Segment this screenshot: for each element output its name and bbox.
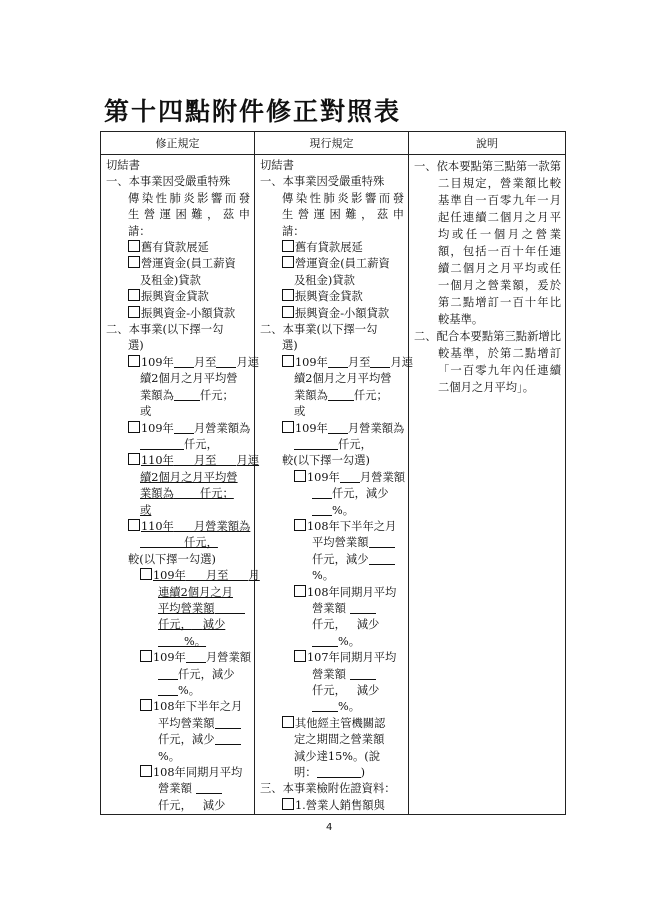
checkbox-icon[interactable] [294,585,306,597]
comparison-table [100,131,566,815]
current-b2-4: %。 [312,569,335,583]
current-a1-2: 續2個月之月平均營 [294,372,392,386]
current-other: 其他經主管機關認 [260,716,404,732]
revised-a2: 109年 月營業額為 [106,421,250,437]
current-s1-3: 生營運困難，茲申 [282,208,404,222]
revised-option-3: 振興資金貸款 [106,289,250,305]
revised-s1: 一、本事業因受嚴重特殊 [106,175,231,189]
current-b3-3: 仟元， 減少 [312,618,380,632]
checkbox-icon[interactable] [128,421,140,433]
checkbox-icon[interactable] [282,716,294,728]
revised-s1-3: 生營運困難，茲申 [128,208,250,222]
current-option-1: 舊有貸款展延 [260,240,404,256]
revised-b1-5: %。 [106,634,250,650]
page-title: 第十四點附件修正對照表 [104,97,402,126]
current-b2-2: 平均營業額 [260,535,404,551]
checkbox-icon[interactable] [128,240,140,252]
revised-s2: 二、本事業(以下擇一勾 [106,323,224,337]
current-column [255,155,414,815]
current-b1: 109年 月營業額 [260,470,404,486]
checkbox-icon[interactable] [282,256,294,268]
current-or-1: 或 [294,405,306,419]
revised-column [101,155,260,815]
revised-option-4: 振興資金-小額貸款 [106,306,250,322]
current-doc-title: 切結書 [260,159,294,172]
current-a2: 109年 月營業額為 [260,421,404,437]
revised-a1: 109年 月至 月連 [106,355,250,371]
current-b1-2: 仟元，減少 [260,486,404,502]
revised-b3-3: 仟元，減少 [106,732,250,748]
revised-a4-2: 仟元， [106,535,250,551]
checkbox-icon[interactable] [294,519,306,531]
note-2: 二、配合本要點第三點新增比較基準，於第二點增訂「一百零九年內任連續二個月之月平均」。 [414,330,561,394]
revised-b3-2: 平均營業額 [106,716,250,732]
revised-or-1: 或 [140,405,152,419]
table-header-row [101,132,566,155]
page-number: 4 [326,822,333,833]
current-s1-4: 請： [282,224,305,238]
current-option-4: 振興資金-小額貸款 [260,306,404,322]
checkbox-icon[interactable] [140,699,152,711]
revised-a1-3: 業額為 仟元； [140,388,234,402]
revised-a3-2: 續2個月之月平均營 [140,470,238,484]
current-b2-3: 仟元，減少 [260,552,404,568]
current-b4-2: 營業額 [260,667,404,683]
current-a1-3: 業額為 仟元； [294,388,388,402]
checkbox-icon[interactable] [128,519,140,531]
current-other-3: 減少達15%。(說 [294,749,381,763]
current-compare: 較(以下擇一勾選) [282,454,370,468]
revised-b2-2: 仟元，減少 [106,667,250,683]
current-b4-4: %。 [260,699,404,715]
header-notes: 說明 [409,132,566,155]
revised-b3-4: %。 [158,749,181,763]
revised-a3-3: 業額為 仟元； [140,487,234,501]
current-option-3: 振興資金貸款 [260,289,404,305]
revised-b4: 108年同期月平均 [106,765,250,781]
current-s2-2: 選) [282,339,298,353]
revised-option-2: 營運資金(員工薪資 [106,256,250,272]
current-other-4: 明： ) [294,766,366,780]
revised-s2-2: 選) [128,339,144,353]
current-b3: 108年同期月平均 [260,585,404,601]
current-a1: 109年 月至 月連 [260,355,404,371]
current-s1-2: 傳染性肺炎影響而發 [282,191,404,205]
header-current: 現行規定 [255,132,409,155]
current-b3-4: %。 [260,634,404,650]
revised-b4-2: 營業額 [106,781,250,797]
revised-a3: 110年 月至 月連 [106,453,250,469]
note-1: 一、依本要點第三點第一款第二目規定，營業額比較基準自一百零九年一月起任連續二個月之月平均或任一個月之營業額，包括一百十年任連續二個月之月平均或任一個月之營業額，爰於第二點增訂一百十年比較基準。 [414,160,561,326]
table-body-row [101,155,566,815]
revised-option-2b: 及租金)貸款 [140,273,201,287]
checkbox-icon[interactable] [140,765,152,777]
revised-b1-3: 平均營業額 [106,601,250,617]
checkbox-icon[interactable] [140,650,152,662]
checkbox-icon[interactable] [282,798,294,810]
revised-b3: 108年下半年之月 [106,699,250,715]
checkbox-icon[interactable] [140,568,152,580]
revised-b2: 109年 月營業額 [106,650,250,666]
revised-b1-4: 仟元， 減少 [158,618,226,632]
current-b4: 107年同期月平均 [260,650,404,666]
checkbox-icon[interactable] [128,306,140,318]
checkbox-icon[interactable] [294,650,306,662]
current-b1-3: %。 [260,503,404,519]
revised-a1-2: 續2個月之月平均營 [140,372,238,386]
checkbox-icon[interactable] [282,355,294,367]
current-s2: 二、本事業(以下擇一勾 [260,323,378,337]
revised-or-2: 或 [140,503,152,517]
revised-b4-3: 仟元， 減少 [158,798,226,812]
header-revised: 修正規定 [101,132,255,155]
revised-b2-3: %。 [106,683,250,699]
checkbox-icon[interactable] [128,355,140,367]
checkbox-icon[interactable] [282,240,294,252]
current-a2-2: 仟元， [260,437,404,453]
revised-s1-4: 請： [128,224,151,238]
revised-b1-2: 連續2個月之月 [158,585,233,599]
revised-compare: 較(以下擇一勾選) [128,552,216,566]
current-b3-2: 營業額 [260,601,404,617]
revised-option-1: 舊有貸款展延 [106,240,250,256]
current-b2: 108年下半年之月 [260,519,404,535]
revised-a4: 110年 月營業額為 [106,519,250,535]
revised-a2-2: 仟元， [106,437,250,453]
checkbox-icon[interactable] [128,289,140,301]
checkbox-icon[interactable] [128,453,140,465]
revised-s1-2: 傳染性肺炎影響而發 [128,191,250,205]
revised-doc-title: 切結書 [106,159,140,172]
checkbox-icon[interactable] [282,289,294,301]
current-option-2b: 及租金)貸款 [294,273,355,287]
checkbox-icon[interactable] [128,256,140,268]
checkbox-icon[interactable] [282,306,294,318]
current-s3: 三、本事業檢附佐證資料： [260,782,396,796]
checkbox-icon[interactable] [294,470,306,482]
current-other-2: 定之期間之營業額 [294,733,385,747]
checkbox-icon[interactable] [282,421,294,433]
revised-b1: 109年 月至 月 [106,568,250,584]
current-s3-1: 1.營業人銷售額與 [260,798,404,814]
current-s1: 一、本事業因受嚴重特殊 [260,175,385,189]
current-b4-3: 仟元， 減少 [312,684,380,697]
current-option-2: 營運資金(員工薪資 [260,256,404,272]
notes-column [409,155,566,815]
